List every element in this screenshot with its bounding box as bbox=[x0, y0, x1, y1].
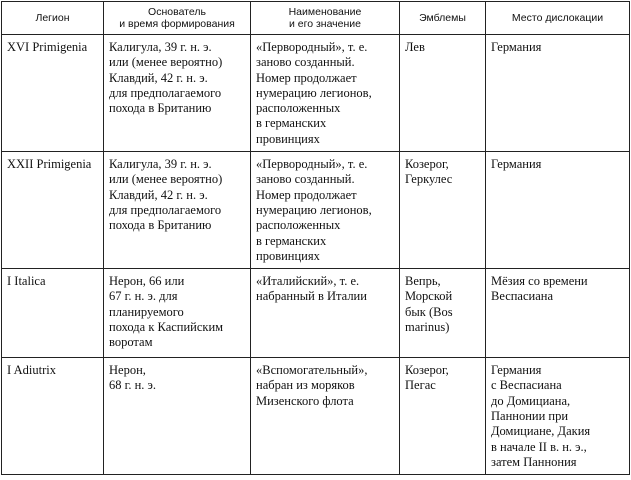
legion-cell: XXII Primigenia bbox=[2, 152, 104, 269]
name-cell: «Первородный», т. е. заново созданный. Номер продолжает нумерацию легионов, расположенных в германских провинциях bbox=[251, 152, 400, 269]
emblems-cell: Вепрь, Морской бык (Bos marinus) bbox=[400, 269, 486, 358]
location-cell: Мёзия со времени Веспасиана bbox=[486, 269, 630, 358]
table-row bbox=[2, 358, 630, 475]
header-founder: Основатель и время формирования bbox=[104, 2, 251, 35]
header-name: Наименование и его значение bbox=[251, 2, 400, 35]
legion-cell: I Adiutrix bbox=[2, 358, 104, 475]
emblems-cell: Козерог, Геркулес bbox=[400, 152, 486, 269]
name-cell: «Италийский», т. е. набранный в Италии bbox=[251, 269, 400, 358]
location-cell: Германия bbox=[486, 35, 630, 152]
founder-cell: Калигула, 39 г. н. э. или (менее вероятно) Клавдий, 42 г. н. э. для предполагаемого похода в Британию bbox=[104, 35, 251, 152]
legions-table bbox=[1, 1, 630, 475]
table-header bbox=[2, 2, 630, 35]
legion-cell: I Italica bbox=[2, 269, 104, 358]
legion-cell: XVI Primigenia bbox=[2, 35, 104, 152]
header-location: Место дислокации bbox=[486, 2, 630, 35]
founder-cell: Нерон, 68 г. н. э. bbox=[104, 358, 251, 475]
emblems-cell: Козерог, Пегас bbox=[400, 358, 486, 475]
founder-cell: Нерон, 66 или 67 г. н. э. для планируемого похода к Каспийским воротам bbox=[104, 269, 251, 358]
location-cell: Германия bbox=[486, 152, 630, 269]
name-cell: «Вспомогательный», набран из моряков Мизенского флота bbox=[251, 358, 400, 475]
header-legion: Легион bbox=[2, 2, 104, 35]
location-cell: Германия с Веспасиана до Домициана, Паннонии при Домициане, Дакия в начале II в. н. э., затем Паннония bbox=[486, 358, 630, 475]
header-emblems: Эмблемы bbox=[400, 2, 486, 35]
emblems-cell: Лев bbox=[400, 35, 486, 152]
founder-cell: Калигула, 39 г. н. э. или (менее вероятно) Клавдий, 42 г. н. э. для предполагаемого похода в Британию bbox=[104, 152, 251, 269]
table-row bbox=[2, 35, 630, 152]
table-row bbox=[2, 152, 630, 269]
header-row bbox=[2, 2, 630, 35]
table-row bbox=[2, 269, 630, 358]
name-cell: «Первородный», т. е. заново созданный. Номер продолжает нумерацию легионов, расположенных в германских провинциях bbox=[251, 35, 400, 152]
